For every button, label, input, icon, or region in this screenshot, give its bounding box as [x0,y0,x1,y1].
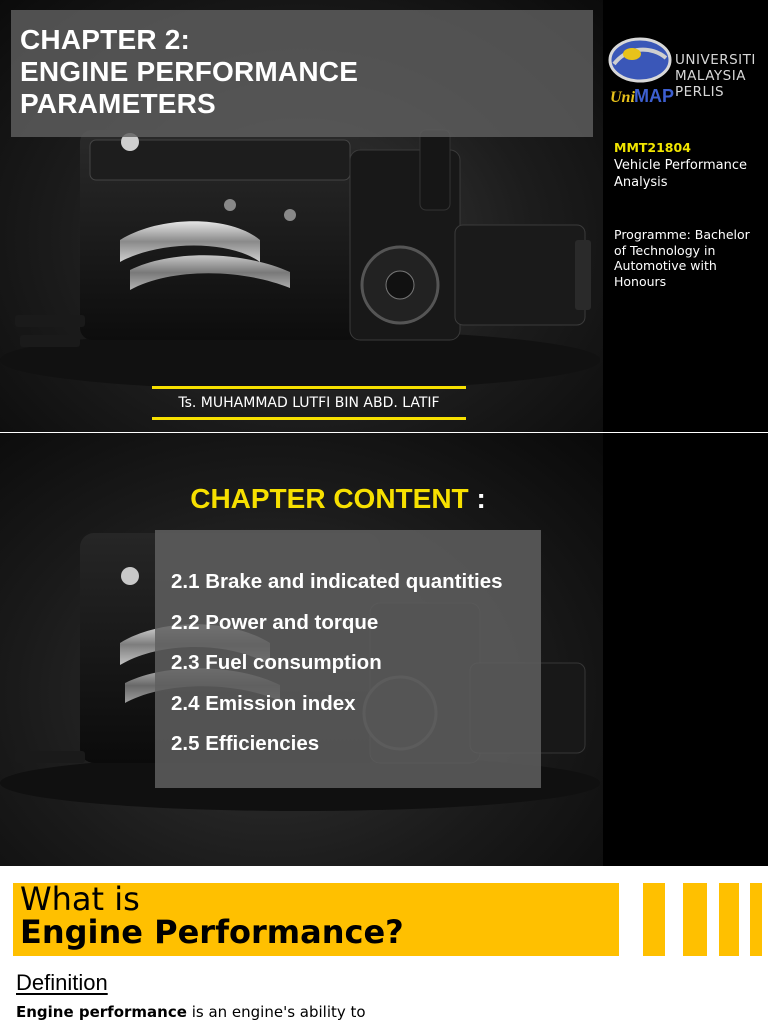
title-banner [13,880,619,956]
heading-colon: : [468,483,486,514]
author-banner [152,386,466,420]
author-name: Ts. MUHAMMAD LUTFI BIN ABD. LATIF [178,395,440,411]
chapter-title-line-1: CHAPTER 2: [20,24,191,55]
list-item: 2.3 Fuel consumption [171,651,382,674]
course-code: MMT21804 [614,140,691,155]
decorative-stripe [683,883,707,956]
list-item: 2.4 Emission index [171,691,356,715]
content-slide [0,433,768,866]
definition-text [16,1003,366,1021]
university-line-1: UNIVERSITI [675,52,756,68]
university-line-2: MALAYSIA [675,68,746,84]
definition-term: Engine performance [16,1003,187,1021]
chapter-content-heading [0,483,676,515]
svg-text:Uni: Uni [610,89,635,106]
definition-body: is an engine's ability to [186,1003,366,1021]
decorative-stripe [750,883,762,956]
list-item: 2.5 Efficiencies [171,732,320,755]
banner-line-2: Engine Performance? [20,913,404,951]
decorative-stripe [719,883,739,956]
title-slide [0,0,768,432]
definition-slide [0,866,768,1024]
definition-heading: Definition [16,970,108,995]
title-panel [11,10,593,137]
list-item: 2.1 Brake and indicated quantities [171,570,503,593]
university-line-3: PERLIS [675,84,725,100]
chapter-title-line-3: PARAMETERS [20,88,216,119]
heading-text: CHAPTER CONTENT [190,483,469,514]
content-list-panel [155,530,541,788]
svg-text:MAP: MAP [634,86,674,106]
programme-text: Programme: Bachelor of Technology in Automotive with Honours [614,227,750,289]
course-name: Vehicle Performance Analysis [614,158,748,190]
banner-line-1: What is [20,880,140,918]
list-item: 2.2 Power and torque [171,610,379,634]
chapter-title-line-2: ENGINE PERFORMANCE [20,56,359,87]
decorative-stripe [643,883,665,956]
university-name [675,52,756,100]
